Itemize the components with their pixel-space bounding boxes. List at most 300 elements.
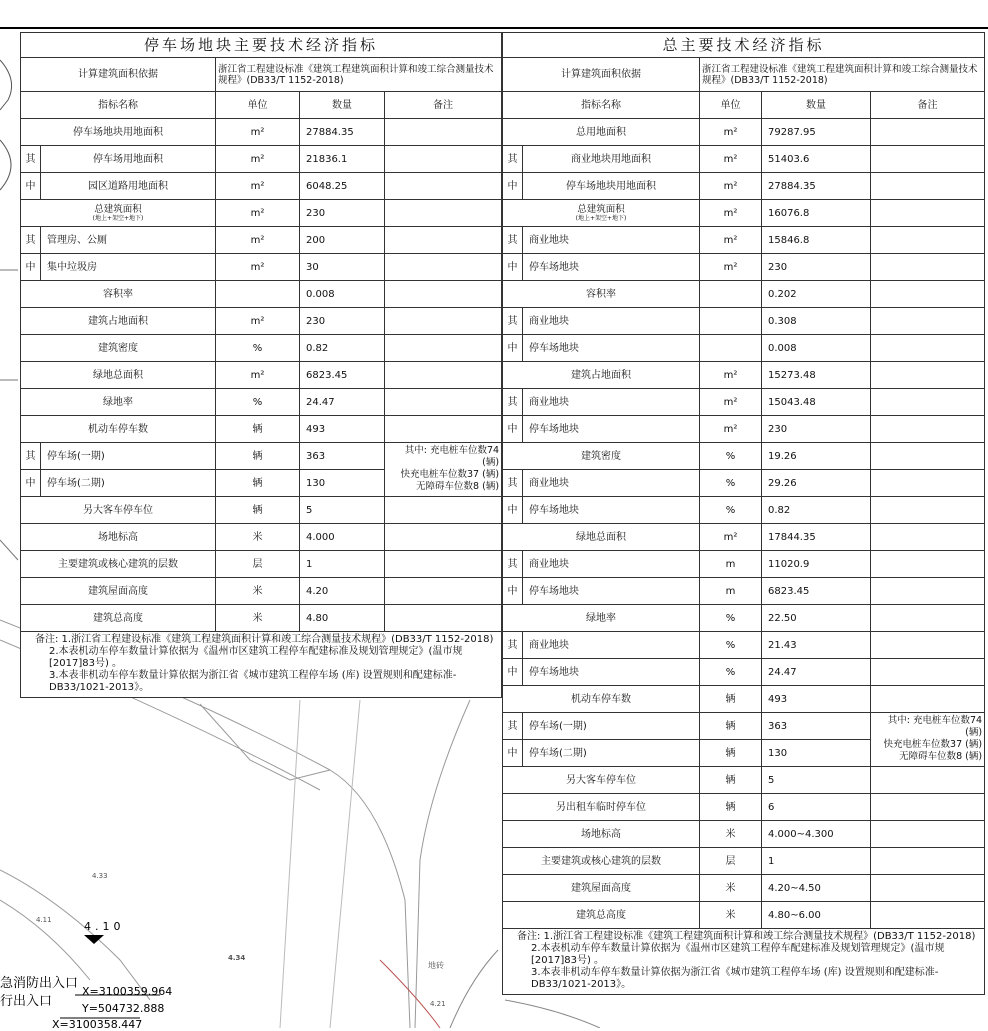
group-char: 中	[503, 173, 523, 200]
row-unit: %	[700, 605, 762, 632]
table-row	[503, 200, 985, 227]
row-remark	[871, 416, 985, 443]
table-row	[21, 200, 502, 227]
table-row	[503, 686, 985, 713]
elevation-mark: 4.11	[36, 916, 52, 924]
row-qty: 21.43	[762, 632, 871, 659]
row-name: 绿地总面积	[503, 524, 700, 551]
row-qty: 21836.1	[300, 146, 385, 173]
row-name: 建筑屋面高度	[503, 875, 700, 902]
table-row	[503, 119, 985, 146]
table-row	[503, 497, 985, 524]
row-qty: 4.20	[300, 578, 385, 605]
row-unit: 米	[216, 605, 300, 632]
row-remark	[871, 686, 985, 713]
row-name: 停车场地块	[523, 578, 700, 605]
row-remark	[871, 632, 985, 659]
row-qty: 363	[762, 713, 871, 740]
table-row	[21, 281, 502, 308]
group-char: 其	[503, 389, 523, 416]
table-row	[503, 308, 985, 335]
header-qty: 数量	[300, 92, 385, 119]
header-qty: 数量	[762, 92, 871, 119]
row-name-sub: (地上+架空+地下)	[575, 214, 627, 222]
table-row	[503, 416, 985, 443]
row-qty: 17844.35	[762, 524, 871, 551]
row-name: 商业地块	[523, 551, 700, 578]
row-name: 建筑总高度	[21, 605, 216, 632]
row-unit: m	[700, 578, 762, 605]
coordinate-y: Y=504732.888	[82, 1002, 165, 1015]
note-line: 2.本表机动车停车数量计算依据为《温州市区建筑工程停车配建标准及规划管理规定》(温市规[2017]83号) 。	[49, 646, 463, 669]
note-line: 3.本表非机动车停车数量计算依据为浙江省《城市建筑工程停车场 (库) 设置规则和配建标准-DB33/1021-2013》。	[531, 967, 939, 990]
row-unit: 米	[216, 524, 300, 551]
row-qty: 29.26	[762, 470, 871, 497]
table-row	[503, 848, 985, 875]
group-char: 中	[503, 335, 523, 362]
group-char: 其	[503, 470, 523, 497]
row-remark	[871, 389, 985, 416]
row-qty: 11020.9	[762, 551, 871, 578]
row-qty: 27884.35	[762, 173, 871, 200]
row-unit: m²	[700, 362, 762, 389]
group-char: 其	[21, 146, 41, 173]
row-unit: m²	[700, 416, 762, 443]
row-unit: m²	[700, 200, 762, 227]
row-qty: 230	[762, 254, 871, 281]
row-unit: 米	[700, 875, 762, 902]
row-remark	[871, 497, 985, 524]
notes	[21, 632, 502, 698]
basis-value: 浙江省工程建设标准《建筑工程建筑面积计算和竣工综合测量技术规程》(DB33/T 1152-2018)	[216, 58, 502, 92]
ground-material-label: 地砖	[428, 961, 444, 970]
remark-line: 快充电桩车位数37 (辆)	[883, 739, 983, 750]
row-unit: %	[216, 335, 300, 362]
row-name: 机动车停车数	[503, 686, 700, 713]
row-unit: 辆	[700, 686, 762, 713]
table-row	[503, 794, 985, 821]
row-remark	[385, 578, 502, 605]
total-indicators-table	[502, 32, 985, 995]
row-unit: %	[700, 632, 762, 659]
row-unit: 辆	[700, 794, 762, 821]
fire-exit-label: 急消防出入口	[0, 976, 79, 991]
row-name: 停车场地块	[523, 335, 700, 362]
row-qty: 16076.8	[762, 200, 871, 227]
row-unit: m²	[216, 227, 300, 254]
row-unit: %	[216, 389, 300, 416]
group-char: 其	[503, 551, 523, 578]
row-qty: 0.308	[762, 308, 871, 335]
remark-line: 快充电桩车位数37 (辆)	[400, 469, 500, 480]
row-qty: 5	[762, 767, 871, 794]
header-unit: 单位	[700, 92, 762, 119]
row-remark	[871, 470, 985, 497]
row-qty: 4.000~4.300	[762, 821, 871, 848]
row-name: 商业地块用地面积	[523, 146, 700, 173]
group-char: 其	[21, 443, 41, 470]
table-row	[503, 902, 985, 929]
row-qty: 130	[300, 470, 385, 497]
table-row	[21, 254, 502, 281]
exit-label: 行出入口	[0, 994, 53, 1009]
table-title: 停车场地块主要技术经济指标	[21, 33, 502, 58]
table-row	[21, 443, 502, 470]
row-qty: 6	[762, 794, 871, 821]
row-name: 建筑占地面积	[21, 308, 216, 335]
table-row	[503, 335, 985, 362]
row-name: 建筑密度	[21, 335, 216, 362]
elevation-mark: 4.10	[84, 920, 125, 933]
row-name: 集中垃圾房	[41, 254, 216, 281]
group-char: 中	[503, 659, 523, 686]
row-qty: 27884.35	[300, 119, 385, 146]
basis-value: 浙江省工程建设标准《建筑工程建筑面积计算和竣工综合测量技术规程》(DB33/T 1152-2018)	[700, 58, 985, 92]
row-qty: 6823.45	[300, 362, 385, 389]
row-unit: m²	[700, 254, 762, 281]
table-row	[503, 821, 985, 848]
row-remark	[871, 227, 985, 254]
row-name: 容积率	[503, 281, 700, 308]
row-qty: 15846.8	[762, 227, 871, 254]
table-row	[21, 173, 502, 200]
row-name: 商业地块	[523, 227, 700, 254]
table-row	[503, 875, 985, 902]
row-name: 绿地总面积	[21, 362, 216, 389]
row-remark	[385, 281, 502, 308]
group-char: 中	[21, 470, 41, 497]
row-remark	[871, 848, 985, 875]
row-name: 容积率	[21, 281, 216, 308]
row-unit	[216, 281, 300, 308]
row-name: 建筑占地面积	[503, 362, 700, 389]
row-remark	[871, 794, 985, 821]
row-unit: 辆	[216, 443, 300, 470]
row-remark	[871, 119, 985, 146]
row-unit: m²	[216, 146, 300, 173]
row-unit: 辆	[700, 767, 762, 794]
row-qty: 230	[300, 200, 385, 227]
row-unit: m²	[216, 254, 300, 281]
table-row	[503, 713, 985, 740]
row-qty: 0.008	[762, 335, 871, 362]
row-name: 主要建筑或核心建筑的层数	[21, 551, 216, 578]
row-unit: m²	[216, 119, 300, 146]
row-name: 绿地率	[21, 389, 216, 416]
note-line: 备注: 1.浙江省工程建设标准《建筑工程建筑面积计算和竣工综合测量技术规程》(DB33/T 1152-2018)	[35, 634, 494, 645]
row-unit: 米	[700, 821, 762, 848]
table-row	[21, 308, 502, 335]
row-remark	[871, 146, 985, 173]
group-char: 中	[503, 416, 523, 443]
row-name: 商业地块	[523, 308, 700, 335]
table-row	[21, 227, 502, 254]
table-row	[21, 524, 502, 551]
basis-label: 计算建筑面积依据	[21, 58, 216, 92]
remark-line: 其中: 充电桩车位数74 (辆)	[404, 445, 500, 468]
row-remark	[871, 281, 985, 308]
table-row	[503, 389, 985, 416]
row-name: 另大客车停车位	[21, 497, 216, 524]
row-remark	[871, 335, 985, 362]
row-qty: 230	[300, 308, 385, 335]
row-qty: 1	[762, 848, 871, 875]
table-row	[503, 443, 985, 470]
row-name: 商业地块	[523, 470, 700, 497]
row-name: 机动车停车数	[21, 416, 216, 443]
row-qty: 200	[300, 227, 385, 254]
row-unit: m²	[700, 146, 762, 173]
row-unit	[700, 281, 762, 308]
row-qty: 4.80	[300, 605, 385, 632]
group-char: 中	[503, 254, 523, 281]
row-name	[503, 200, 700, 227]
row-remark	[871, 875, 985, 902]
group-char: 中	[503, 497, 523, 524]
basis-label: 计算建筑面积依据	[503, 58, 700, 92]
row-name-main: 总建筑面积	[577, 203, 625, 215]
table-row	[21, 146, 502, 173]
row-name: 商业地块	[523, 389, 700, 416]
row-unit: 米	[700, 902, 762, 929]
row-unit: m²	[700, 119, 762, 146]
table-row	[21, 578, 502, 605]
row-qty: 6823.45	[762, 578, 871, 605]
header-name: 指标名称	[503, 92, 700, 119]
group-char: 中	[21, 254, 41, 281]
row-name: 园区道路用地面积	[41, 173, 216, 200]
row-qty: 0.82	[300, 335, 385, 362]
row-name: 建筑总高度	[503, 902, 700, 929]
row-name: 建筑密度	[503, 443, 700, 470]
row-remark	[871, 254, 985, 281]
row-qty: 22.50	[762, 605, 871, 632]
row-name: 停车场地块	[523, 659, 700, 686]
row-name: 停车场用地面积	[41, 146, 216, 173]
ev-parking-remark	[385, 443, 502, 497]
row-unit: m	[700, 551, 762, 578]
row-remark	[385, 227, 502, 254]
row-remark	[385, 551, 502, 578]
row-name: 管理房、公厕	[41, 227, 216, 254]
row-qty: 5	[300, 497, 385, 524]
group-char: 其	[503, 632, 523, 659]
table-row	[503, 173, 985, 200]
row-unit: 层	[700, 848, 762, 875]
row-qty: 24.47	[300, 389, 385, 416]
row-name: 建筑屋面高度	[21, 578, 216, 605]
row-unit: 米	[216, 578, 300, 605]
row-unit: 辆	[700, 713, 762, 740]
row-qty: 30	[300, 254, 385, 281]
elevation-mark: 4.33	[92, 872, 108, 880]
row-qty: 0.82	[762, 497, 871, 524]
group-char: 其	[503, 227, 523, 254]
row-qty: 230	[762, 416, 871, 443]
row-remark	[871, 200, 985, 227]
table-row	[21, 335, 502, 362]
row-remark	[385, 605, 502, 632]
row-remark	[871, 821, 985, 848]
row-qty: 79287.95	[762, 119, 871, 146]
group-char: 中	[503, 740, 523, 767]
row-name: 另大客车停车位	[503, 767, 700, 794]
row-remark	[385, 173, 502, 200]
row-unit	[700, 335, 762, 362]
row-remark	[385, 362, 502, 389]
remark-line: 无障碍车位数8 (辆)	[416, 481, 500, 492]
row-remark	[385, 335, 502, 362]
row-qty: 15043.48	[762, 389, 871, 416]
row-qty: 4.80~6.00	[762, 902, 871, 929]
row-unit: m²	[216, 173, 300, 200]
row-remark	[871, 767, 985, 794]
row-unit: m²	[216, 362, 300, 389]
table-row	[503, 551, 985, 578]
row-qty: 51403.6	[762, 146, 871, 173]
table-row	[503, 578, 985, 605]
row-remark	[385, 524, 502, 551]
row-unit: 辆	[216, 416, 300, 443]
row-remark	[871, 308, 985, 335]
table-row	[503, 767, 985, 794]
row-unit: m²	[216, 200, 300, 227]
row-name: 停车场地块	[523, 416, 700, 443]
row-remark	[871, 605, 985, 632]
row-unit: %	[700, 470, 762, 497]
row-remark	[385, 389, 502, 416]
row-name: 场地标高	[503, 821, 700, 848]
row-remark	[871, 362, 985, 389]
row-remark	[871, 659, 985, 686]
table-title: 总主要技术经济指标	[503, 33, 985, 58]
row-remark	[385, 146, 502, 173]
ev-parking-remark	[871, 713, 985, 767]
row-name-main: 总建筑面积	[94, 203, 142, 215]
row-name: 商业地块	[523, 632, 700, 659]
row-unit: m²	[700, 173, 762, 200]
table-row	[21, 551, 502, 578]
table-row	[503, 227, 985, 254]
table-row	[21, 416, 502, 443]
row-qty: 24.47	[762, 659, 871, 686]
row-unit: 辆	[700, 740, 762, 767]
table-row	[503, 605, 985, 632]
row-name: 停车场(一期)	[41, 443, 216, 470]
row-qty: 19.26	[762, 443, 871, 470]
header-remark: 备注	[385, 92, 502, 119]
row-name: 停车场地块用地面积	[21, 119, 216, 146]
note-line: 备注: 1.浙江省工程建设标准《建筑工程建筑面积计算和竣工综合测量技术规程》(DB33/T 1152-2018)	[517, 931, 976, 942]
table-row	[503, 470, 985, 497]
row-name: 停车场地块	[523, 254, 700, 281]
group-char: 中	[503, 578, 523, 605]
row-unit: m²	[216, 308, 300, 335]
row-name: 停车场(二期)	[523, 740, 700, 767]
table-row	[503, 254, 985, 281]
row-remark	[871, 524, 985, 551]
elevation-mark: 4.21	[430, 1000, 446, 1008]
table-row	[21, 119, 502, 146]
row-qty: 0.008	[300, 281, 385, 308]
remark-line: 其中: 充电桩车位数74 (辆)	[887, 715, 983, 738]
notes	[503, 929, 985, 995]
row-qty: 4.000	[300, 524, 385, 551]
row-unit: 层	[216, 551, 300, 578]
row-name-sub: (地上+架空+地下)	[92, 214, 144, 222]
group-char: 其	[503, 146, 523, 173]
row-remark	[871, 902, 985, 929]
parking-indicators-table	[20, 32, 502, 698]
group-char: 其	[503, 713, 523, 740]
row-unit	[700, 308, 762, 335]
header-remark: 备注	[871, 92, 985, 119]
table-row	[21, 389, 502, 416]
group-char: 其	[503, 308, 523, 335]
table-row	[21, 497, 502, 524]
elevation-mark: 4.34	[228, 954, 246, 962]
row-qty: 4.20~4.50	[762, 875, 871, 902]
row-unit: m²	[700, 524, 762, 551]
row-remark	[385, 254, 502, 281]
row-unit: %	[700, 443, 762, 470]
group-char: 中	[21, 173, 41, 200]
row-name: 主要建筑或核心建筑的层数	[503, 848, 700, 875]
note-line: 3.本表非机动车停车数量计算依据为浙江省《城市建筑工程停车场 (库) 设置规则和配建标准-DB33/1021-2013》。	[49, 670, 457, 693]
row-name: 停车场地块	[523, 497, 700, 524]
row-remark	[871, 551, 985, 578]
row-remark	[385, 119, 502, 146]
row-unit: %	[700, 659, 762, 686]
header-name: 指标名称	[21, 92, 216, 119]
row-unit: 辆	[216, 470, 300, 497]
row-qty: 1	[300, 551, 385, 578]
row-name: 停车场(一期)	[523, 713, 700, 740]
row-qty: 0.202	[762, 281, 871, 308]
row-remark	[871, 443, 985, 470]
row-unit: m²	[700, 227, 762, 254]
row-name: 总用地面积	[503, 119, 700, 146]
row-remark	[385, 200, 502, 227]
coordinate-x: X=3100359.964	[82, 985, 173, 998]
note-line: 2.本表机动车停车数量计算依据为《温州市区建筑工程停车配建标准及规划管理规定》(温市规[2017]83号) 。	[531, 943, 945, 966]
row-remark	[385, 308, 502, 335]
row-qty: 363	[300, 443, 385, 470]
remark-line: 无障碍车位数8 (辆)	[899, 751, 983, 762]
row-name: 停车场(二期)	[41, 470, 216, 497]
row-unit: m²	[700, 389, 762, 416]
row-unit: 辆	[216, 497, 300, 524]
table-row	[503, 632, 985, 659]
row-remark	[385, 416, 502, 443]
coordinate-x: X=3100358.447	[52, 1018, 143, 1031]
row-name: 另出租车临时停车位	[503, 794, 700, 821]
row-name	[21, 200, 216, 227]
row-remark	[871, 578, 985, 605]
row-qty: 130	[762, 740, 871, 767]
row-name: 场地标高	[21, 524, 216, 551]
row-qty: 493	[300, 416, 385, 443]
row-qty: 15273.48	[762, 362, 871, 389]
table-row	[503, 146, 985, 173]
table-row	[503, 362, 985, 389]
table-row	[503, 524, 985, 551]
header-unit: 单位	[216, 92, 300, 119]
table-row	[503, 659, 985, 686]
table-row	[503, 281, 985, 308]
row-qty: 6048.25	[300, 173, 385, 200]
table-row	[21, 362, 502, 389]
